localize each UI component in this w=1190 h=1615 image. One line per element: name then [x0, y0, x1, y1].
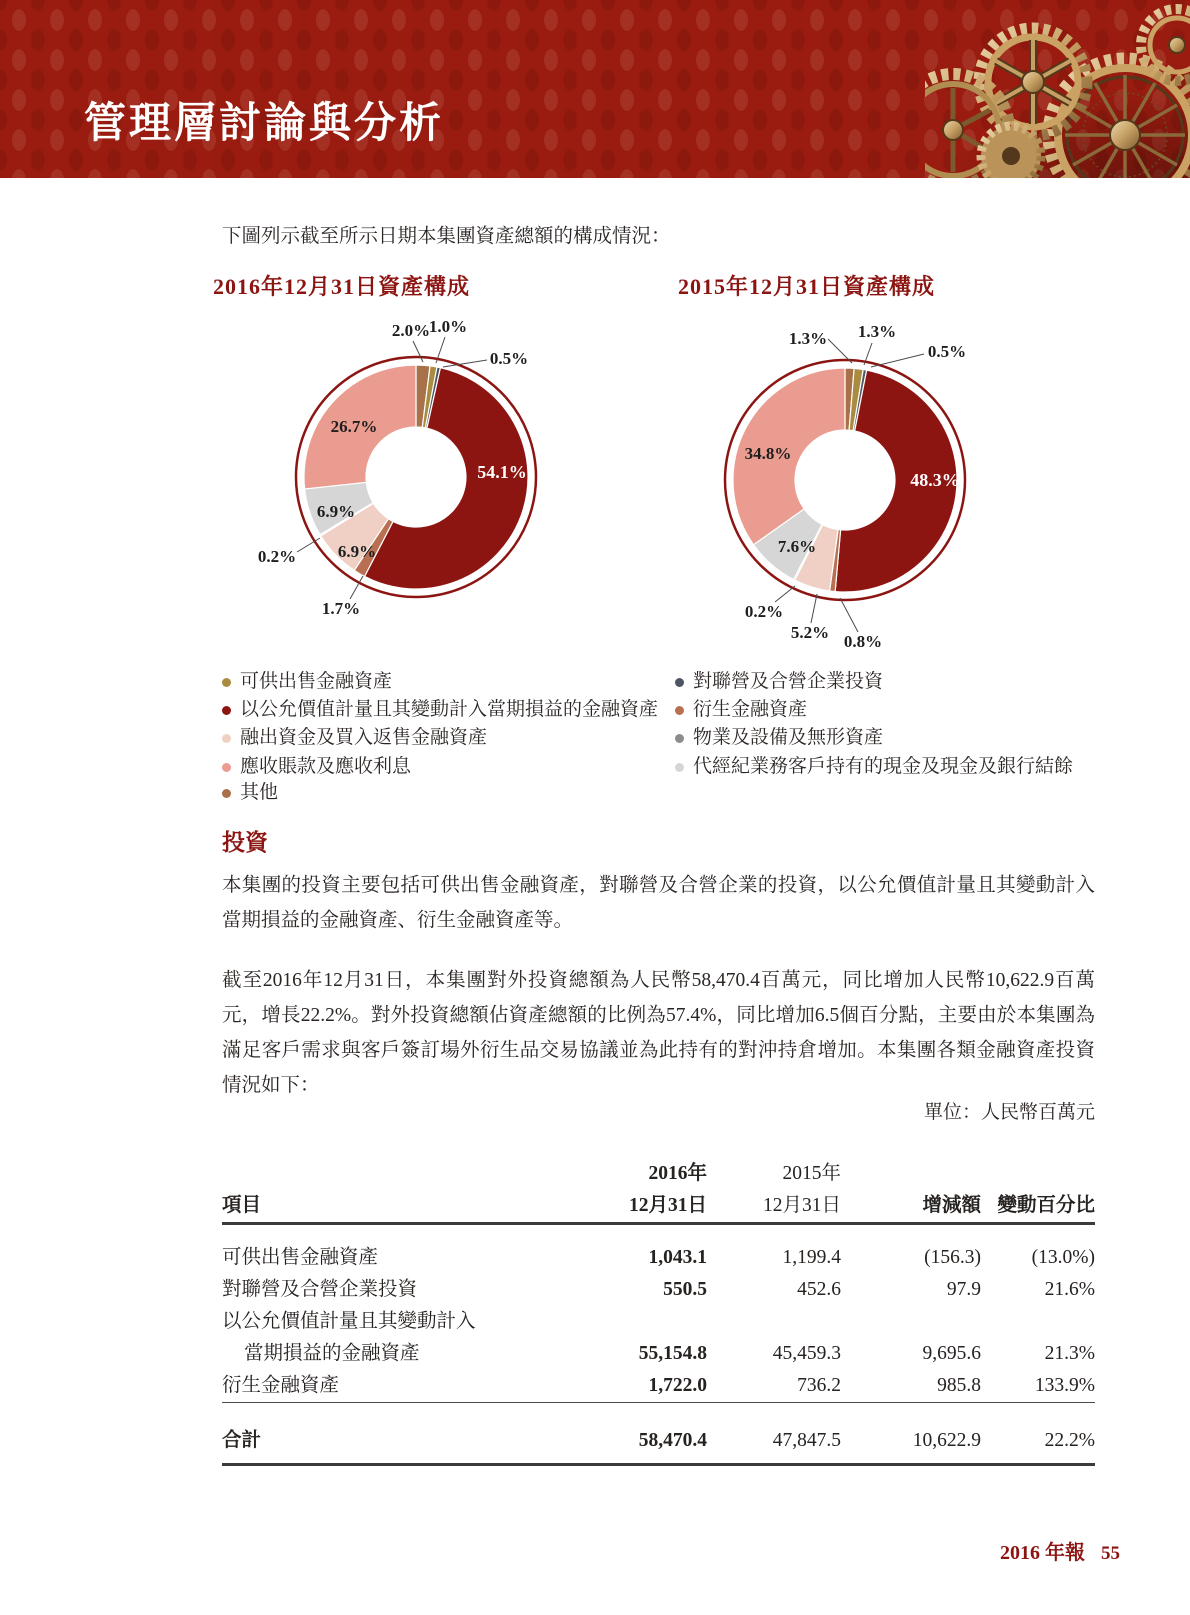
pie-label: 0.8%	[843, 632, 883, 651]
legend-bullet	[222, 678, 231, 687]
col-header-delta: 增減額	[841, 1190, 981, 1224]
legend-bullet	[675, 734, 684, 743]
legend-item	[675, 671, 883, 693]
legend-item	[222, 756, 411, 778]
pie-label: 2.0%	[391, 321, 431, 340]
pie-label-leader	[775, 586, 795, 602]
pie-label: 1.3%	[857, 322, 897, 341]
legend-label: 應收賬款及應收利息	[240, 756, 412, 777]
gears-illustration	[925, 0, 1190, 178]
footer-page-number: 55	[1101, 1543, 1120, 1564]
chart-title-2016: 2016年12月31日資產構成	[213, 274, 471, 299]
cell-item: 當期損益的金融資產	[244, 1343, 420, 1364]
legend-label: 衍生金融資產	[693, 699, 808, 720]
cell-item: 衍生金融資產	[222, 1370, 562, 1403]
legend-label: 以公允價值計量且其變動計入當期損益的金融資產	[240, 699, 659, 720]
table-header-row-1	[222, 1158, 1095, 1190]
pie-label-leader	[871, 354, 924, 367]
cell-pct: 21.6%	[1044, 1279, 1095, 1300]
donut-chart-2016	[240, 305, 570, 620]
legend-bullet	[222, 706, 231, 715]
legend-item	[222, 727, 487, 749]
cell-2015: 452.6	[797, 1279, 841, 1300]
legend-bullet	[675, 678, 684, 687]
cell-2015	[707, 1306, 841, 1338]
col-header-2016-year: 2016年	[648, 1163, 707, 1184]
cell-2016: 55,154.8	[638, 1343, 707, 1364]
investment-table	[222, 1158, 1095, 1466]
page-title: 管理層討論與分析	[84, 101, 445, 147]
pie-label: 1.0%	[428, 317, 468, 336]
cell-2016	[562, 1306, 707, 1338]
table-header-row-2	[222, 1190, 1095, 1224]
cell-pct: 21.3%	[1044, 1343, 1095, 1364]
table-total-row	[222, 1403, 1095, 1465]
footer-report-title: 2016 年報	[1000, 1542, 1085, 1564]
table-row	[222, 1274, 1095, 1306]
cell-2015-total: 47,847.5	[707, 1403, 841, 1465]
page-footer	[1000, 1536, 1120, 1565]
paragraph-investment-detail: 截至2016年12月31日，本集團對外投資總額為人民幣58,470.4百萬元，同比增加人民幣10,622.9百萬元，增長22.2%。對外投資總額佔資產總額的比例為57.4%，同比增加6.5個百分點，主要由於本集團為滿足客戶需求與客戶簽訂場外衍生品交易協議並為此持有的對沖持倉增加。本集團各類金融資產投資情況如下：	[222, 970, 1095, 1096]
pie-label-leader	[811, 594, 817, 623]
legend-item	[222, 671, 392, 693]
cell-2016: 1,043.1	[648, 1247, 707, 1268]
cell-item-total: 合計	[222, 1403, 562, 1465]
col-header-2015-year: 2015年	[782, 1163, 841, 1184]
cell-pct: (13.0%)	[1031, 1247, 1095, 1268]
header-banner	[0, 0, 1190, 178]
donut-chart-2015	[670, 305, 1000, 655]
gear-top-right	[1141, 9, 1190, 81]
cell-delta	[841, 1306, 981, 1338]
legend-item	[222, 782, 278, 804]
gear-small	[981, 126, 1041, 178]
cell-2015: 45,459.3	[772, 1343, 841, 1364]
col-header-2015-date: 12月31日	[707, 1190, 841, 1224]
table-row	[222, 1338, 1095, 1370]
legend-bullet	[675, 763, 684, 772]
legend-bullet	[222, 763, 231, 772]
legend-bullet	[222, 734, 231, 743]
cell-delta-total: 10,622.9	[841, 1403, 981, 1465]
legend-bullet	[222, 789, 231, 798]
cell-2015: 1,199.4	[782, 1247, 841, 1268]
pie-label: 6.9%	[316, 502, 356, 521]
cell-delta: (156.3)	[924, 1247, 981, 1268]
pie-label: 0.2%	[257, 547, 297, 566]
cell-pct: 133.9%	[981, 1370, 1095, 1403]
legend-label: 代經紀業務客戶持有的現金及現金及銀行結餘	[693, 756, 1074, 777]
pie-label: 5.2%	[790, 623, 830, 642]
paragraph-investment-scope: 本集團的投資主要包括可供出售金融資產，對聯營及合營企業的投資，以公允價值計量且其變動計入當期損益的金融資產、衍生金融資產等。	[222, 875, 1095, 931]
cell-2016: 550.5	[663, 1279, 707, 1300]
legend-item	[222, 699, 658, 721]
section-heading: 投資	[222, 830, 268, 855]
legend-label: 對聯營及合營企業投資	[693, 671, 884, 692]
cell-item: 可供出售金融資產	[222, 1247, 379, 1268]
pie-label: 1.3%	[788, 329, 828, 348]
pie-label: 7.6%	[777, 537, 817, 556]
table-row	[222, 1370, 1095, 1403]
cell-delta: 985.8	[841, 1370, 981, 1403]
cell-2016-total: 58,470.4	[562, 1403, 707, 1465]
pie-label-leader	[413, 341, 423, 362]
legend-item	[675, 727, 883, 749]
chart-title-2015: 2015年12月31日資產構成	[678, 274, 936, 299]
pie-label: 0.5%	[927, 342, 967, 361]
table-row	[222, 1224, 1095, 1275]
col-header-item: 項目	[222, 1190, 562, 1224]
legend-label: 可供出售金融資產	[240, 671, 393, 692]
col-header-pct: 變動百分比	[981, 1190, 1095, 1224]
pie-label: 0.5%	[489, 349, 529, 368]
table-row	[222, 1306, 1095, 1338]
cell-pct	[981, 1306, 1095, 1338]
table-unit-note: 單位：人民幣百萬元	[923, 1102, 1095, 1123]
intro-text: 下圖列示截至所示日期本集團資產總額的構成情況：	[222, 226, 671, 247]
cell-2015: 736.2	[707, 1370, 841, 1403]
legend-item	[675, 699, 807, 721]
pie-label: 26.7%	[330, 417, 378, 436]
cell-delta: 9,695.6	[922, 1343, 981, 1364]
pie-label: 54.1%	[477, 462, 527, 482]
legend-label: 其他	[240, 782, 279, 803]
legend-label: 物業及設備及無形資產	[693, 727, 884, 748]
pie-label: 6.9%	[337, 542, 377, 561]
legend-label: 融出資金及買入返售金融資產	[240, 727, 488, 748]
pie-label: 48.3%	[910, 470, 960, 490]
pie-label-leader	[840, 598, 858, 632]
pie-label: 34.8%	[744, 444, 792, 463]
cell-delta: 97.9	[946, 1279, 981, 1300]
legend-bullet	[675, 706, 684, 715]
cell-item: 以公允價值計量且其變動計入	[222, 1311, 476, 1332]
pie-label: 1.7%	[321, 599, 361, 618]
col-header-2016-date: 12月31日	[562, 1190, 707, 1224]
cell-2016: 1,722.0	[562, 1370, 707, 1403]
cell-pct-total: 22.2%	[981, 1403, 1095, 1465]
cell-item: 對聯營及合營企業投資	[222, 1279, 418, 1300]
legend-item	[675, 756, 1073, 778]
pie-label: 0.2%	[744, 602, 784, 621]
